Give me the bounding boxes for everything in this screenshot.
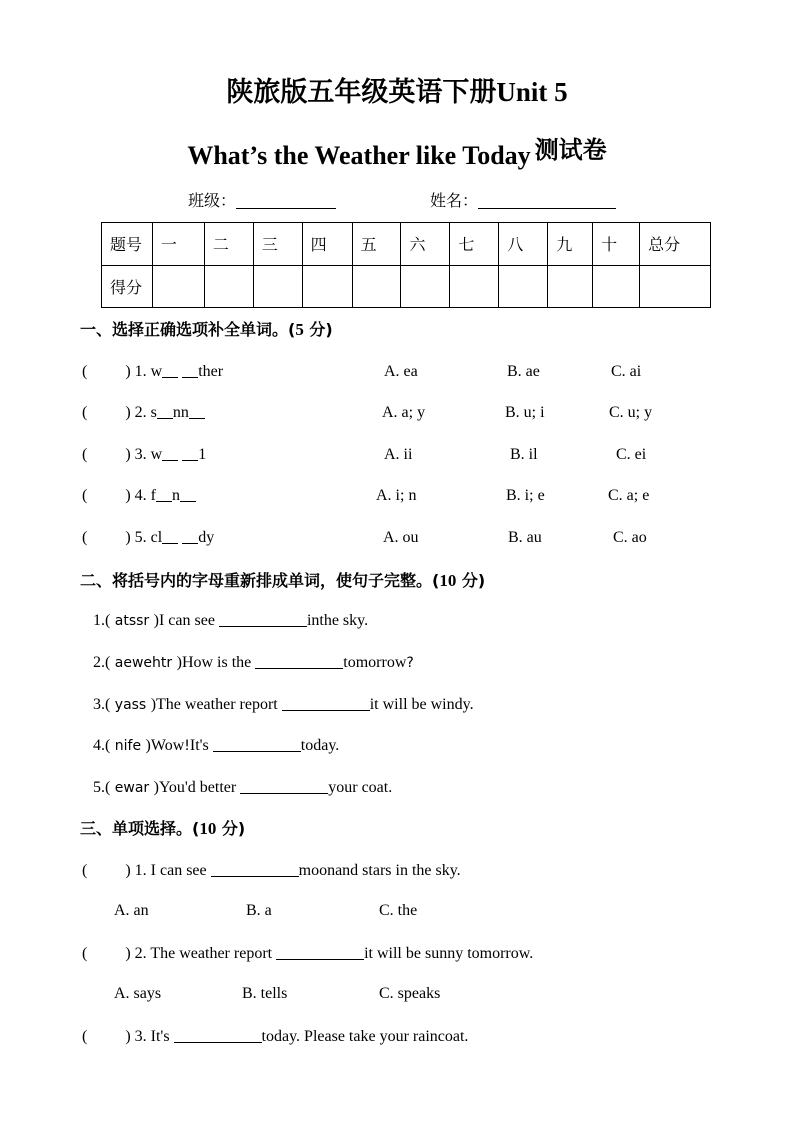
sentence-end: inthe sky. <box>306 612 369 629</box>
section2-points: 10 <box>439 571 457 590</box>
score-cell[interactable] <box>152 265 204 308</box>
answer-blank[interactable] <box>174 1028 262 1043</box>
section1-heading <box>80 317 333 340</box>
score-header-cell: 三 <box>253 223 302 266</box>
section1-points: 5 <box>295 320 304 339</box>
answer-paren-open: ( <box>82 404 88 421</box>
paren-close: ) <box>176 654 182 671</box>
name-field <box>430 188 616 211</box>
question-number: 1. <box>134 862 147 879</box>
exclamation: ! <box>184 738 190 754</box>
sentence-end: moonand stars in the sky. <box>298 862 461 879</box>
option-c[interactable]: C. speaks <box>379 985 441 1002</box>
scrambled-letters: aewehtr <box>110 655 177 671</box>
score-cell[interactable] <box>499 265 548 308</box>
sentence-start: I can see <box>150 862 211 879</box>
score-header-row <box>102 223 711 266</box>
score-table <box>101 222 711 308</box>
sentence-start: The weather report <box>156 696 282 713</box>
sentence-start: The weather report <box>150 945 277 962</box>
option-b[interactable]: B. tells <box>242 985 288 1002</box>
paren-open: ( <box>105 696 111 713</box>
answer-paren-close: ) <box>125 862 131 879</box>
paren-open: ( <box>105 779 111 796</box>
letter-blank[interactable] <box>189 404 205 419</box>
answer-paren-close: ) <box>125 487 131 504</box>
sentence-start: You'd better <box>158 779 241 796</box>
option-b[interactable]: B. a <box>246 902 272 919</box>
sentence-start: How is the <box>181 654 256 671</box>
score-cell[interactable] <box>548 265 593 308</box>
scrambled-letters: atssr <box>110 613 154 629</box>
section2-heading-suffix: 分) <box>456 571 486 590</box>
word-part: ther <box>198 363 224 380</box>
option-a[interactable]: A. ea <box>384 363 418 380</box>
word-part: n <box>171 487 180 504</box>
option-c[interactable]: C. u; y <box>609 404 653 421</box>
question-number: 3. <box>134 446 147 463</box>
word-part: 1 <box>198 446 207 463</box>
score-cell[interactable] <box>302 265 352 308</box>
sentence-end: your coat. <box>328 779 393 796</box>
score-header-cell: 七 <box>450 223 499 266</box>
score-header-cell: 总分 <box>640 223 711 266</box>
s2-item-1 <box>93 612 368 630</box>
answer-paren-open: ( <box>82 363 88 380</box>
section1-heading-text: 一、选择正确选项补全单词。( <box>80 320 296 339</box>
score-header-cell: 题号 <box>102 223 153 266</box>
scrambled-letters: ewar <box>110 780 154 796</box>
sentence-start: It's <box>150 1028 174 1045</box>
question-number: 3. <box>134 1028 147 1045</box>
letter-blank[interactable] <box>162 446 178 461</box>
question-number: 1. <box>93 612 105 629</box>
option-b[interactable]: B. u; i <box>505 404 545 421</box>
s3-item-1 <box>82 862 461 880</box>
question-number: 5. <box>134 529 147 546</box>
letter-blank[interactable] <box>182 529 198 544</box>
s2-item-2 <box>93 654 414 672</box>
word-part: w <box>150 363 163 380</box>
s2-item-4 <box>93 737 339 755</box>
score-value-row <box>102 265 711 308</box>
option-a[interactable]: A. ou <box>383 529 419 546</box>
answer-paren-open: ( <box>82 945 88 962</box>
option-c[interactable]: C. ai <box>611 363 642 380</box>
sentence-end: today. Please take your raincoat. <box>261 1028 469 1045</box>
question-number: 5. <box>93 779 105 796</box>
score-cell[interactable] <box>253 265 302 308</box>
section1-heading-suffix: 分) <box>303 320 333 339</box>
class-field <box>188 188 336 211</box>
sentence-end: today. <box>300 737 340 754</box>
question-number: 4. <box>93 737 105 754</box>
subtitle-en: What’s the Weather like Today <box>187 141 531 170</box>
letter-blank[interactable] <box>182 446 198 461</box>
letter-blank[interactable] <box>162 363 178 378</box>
word-part: dy <box>198 529 215 546</box>
sentence-end: tomorrow <box>343 654 407 671</box>
s1-item-4 <box>82 487 196 505</box>
word-part: cl <box>150 529 163 546</box>
s1-item-3 <box>82 446 206 464</box>
sentence-end: it will be windy. <box>369 696 474 713</box>
answer-paren-close: ) <box>125 446 131 463</box>
sentence-end: it will be sunny tomorrow. <box>364 945 534 962</box>
answer-blank[interactable] <box>255 654 343 669</box>
scrambled-letters: yass <box>110 697 151 713</box>
score-cell[interactable] <box>204 265 253 308</box>
letter-blank[interactable] <box>157 404 173 419</box>
section2-heading <box>80 568 485 591</box>
option-b[interactable]: B. i; e <box>506 487 545 504</box>
score-header-cell: 五 <box>352 223 401 266</box>
option-c[interactable]: C. a; e <box>608 487 650 504</box>
option-a[interactable]: A. a; y <box>382 404 426 421</box>
answer-paren-open: ( <box>82 446 88 463</box>
answer-blank[interactable] <box>211 862 299 877</box>
score-header-cell: 十 <box>593 223 640 266</box>
question-number: 2. <box>93 654 105 671</box>
answer-paren-close: ) <box>125 945 131 962</box>
section3-heading-text: 三、单项选择。( <box>80 819 200 838</box>
answer-blank[interactable] <box>213 737 301 752</box>
score-header-cell: 四 <box>302 223 352 266</box>
score-cell[interactable] <box>352 265 401 308</box>
s2-item-5 <box>93 779 392 797</box>
paren-close: ) <box>153 779 159 796</box>
class-blank[interactable] <box>236 192 336 209</box>
subtitle-cn: 测试卷 <box>534 136 607 164</box>
option-a[interactable]: A. i; n <box>376 487 417 504</box>
s3-item-3 <box>82 1028 468 1046</box>
answer-paren-open: ( <box>82 529 88 546</box>
section2-heading-text: 二、将括号内的字母重新排成单词，使句子完整。( <box>80 571 440 590</box>
option-b[interactable]: B. au <box>508 529 542 546</box>
score-header-cell: 一 <box>152 223 204 266</box>
answer-paren-close: ) <box>125 404 131 421</box>
letter-blank[interactable] <box>162 529 178 544</box>
option-b[interactable]: B. ae <box>507 363 540 380</box>
score-header-cell: 六 <box>401 223 450 266</box>
word-part: w <box>150 446 163 463</box>
answer-blank[interactable] <box>240 779 328 794</box>
page-title <box>0 70 794 109</box>
answer-paren-open: ( <box>82 487 88 504</box>
answer-paren-close: ) <box>125 529 131 546</box>
answer-blank[interactable] <box>282 696 370 711</box>
s1-item-5 <box>82 529 214 547</box>
paren-open: ( <box>105 612 111 629</box>
page-subtitle <box>0 130 794 171</box>
option-b[interactable]: B. il <box>510 446 538 463</box>
paren-open: ( <box>105 654 111 671</box>
option-a[interactable]: A. ii <box>384 446 413 463</box>
sentence-middle: It's <box>189 737 213 754</box>
s1-item-1 <box>82 363 223 381</box>
sentence-start: Wow <box>150 737 185 754</box>
score-header-cell: 九 <box>548 223 593 266</box>
title-cn: 陕旅版五年级英语下册 <box>226 77 497 108</box>
question-number: 2. <box>134 945 147 962</box>
question-number: 2. <box>134 404 147 421</box>
name-blank[interactable] <box>478 192 616 209</box>
title-unit: Unit 5 <box>496 77 568 107</box>
section3-heading <box>80 816 245 839</box>
option-c[interactable]: C. ao <box>613 529 647 546</box>
score-row-label: 得分 <box>102 265 153 308</box>
option-c[interactable]: C. the <box>379 902 418 919</box>
score-cell[interactable] <box>640 265 711 308</box>
question-number: 3. <box>93 696 105 713</box>
answer-paren-open: ( <box>82 1028 88 1045</box>
paren-close: ) <box>153 612 159 629</box>
answer-paren-close: ) <box>125 363 131 380</box>
option-a[interactable]: A. says <box>114 985 162 1002</box>
name-label: 姓名： <box>430 191 479 210</box>
word-part: nn <box>172 404 189 421</box>
sentence-start: I can see <box>158 612 219 629</box>
answer-paren-close: ) <box>125 1028 131 1045</box>
question-number: 1. <box>134 363 147 380</box>
word-part: s <box>150 404 157 421</box>
letter-blank[interactable] <box>156 487 172 502</box>
answer-paren-open: ( <box>82 862 88 879</box>
option-c[interactable]: C. ei <box>616 446 647 463</box>
score-header-cell: 八 <box>499 223 548 266</box>
s3-item-2 <box>82 945 533 963</box>
class-label: 班级： <box>188 191 237 210</box>
score-cell[interactable] <box>450 265 499 308</box>
answer-blank[interactable] <box>219 612 307 627</box>
score-cell[interactable] <box>593 265 640 308</box>
paren-close: ) <box>145 737 151 754</box>
s1-item-2 <box>82 404 205 422</box>
s2-item-3 <box>93 696 474 714</box>
paren-open: ( <box>105 737 111 754</box>
scrambled-letters: nife <box>110 738 146 754</box>
section3-heading-suffix: 分) <box>216 819 246 838</box>
option-a[interactable]: A. an <box>114 902 149 919</box>
score-cell[interactable] <box>401 265 450 308</box>
answer-blank[interactable] <box>276 945 364 960</box>
word-part: f <box>150 487 156 504</box>
letter-blank[interactable] <box>180 487 196 502</box>
score-header-cell: 二 <box>204 223 253 266</box>
question-number: 4. <box>134 487 147 504</box>
question-mark: ? <box>406 655 414 671</box>
paren-close: ) <box>150 696 157 713</box>
section3-points: 10 <box>199 819 217 838</box>
letter-blank[interactable] <box>182 363 198 378</box>
